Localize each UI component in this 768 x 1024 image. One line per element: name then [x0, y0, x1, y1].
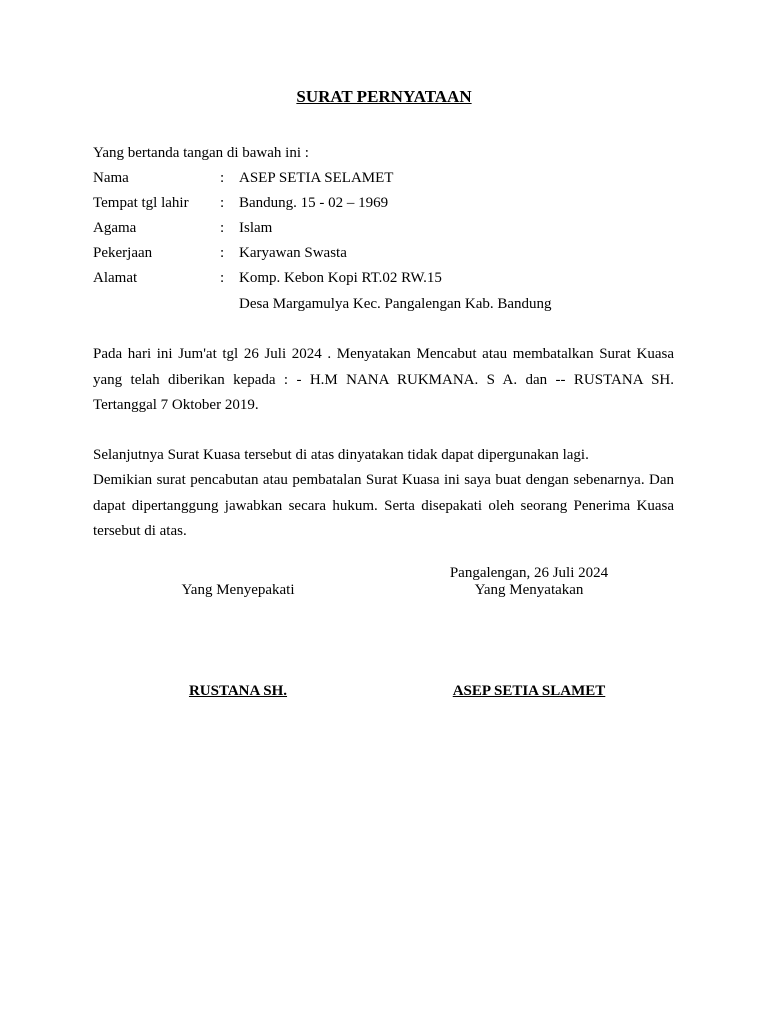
left-signer-role: Yang Menyepakati [181, 582, 295, 598]
body-paragraph-1: Pada hari ini Jum'at tgl 26 Juli 2024 . Menyatakan Mencabut atau membatalkan Surat Kuasa yang telah diberikan kepada : - H.M NANA RUKMANA. S A. dan -- RUSTANA SH. Tertanggal 7 Oktober 2019. [93, 346, 674, 413]
identity-row-pekerjaan [93, 245, 693, 267]
identity-row-alamat-line2 [93, 296, 693, 318]
identity-row-nama [93, 170, 693, 192]
left-signer-name: RUSTANA SH. [188, 683, 288, 699]
document-title: SURAT PERNYATAAN [296, 87, 472, 106]
identity-label: Nama [93, 170, 129, 186]
identity-colon: : [220, 220, 225, 236]
identity-value: Islam [239, 220, 273, 236]
body-paragraph-2-line-1: Selanjutnya Surat Kuasa tersebut di atas dinyatakan tidak dapat dipergunakan lagi. [93, 447, 589, 463]
intro-text: Yang bertanda tangan di bawah ini : [93, 145, 309, 161]
body-paragraph-2: Demikian surat pencabutan atau pembatalan Surat Kuasa ini saya buat dengan sebenarnya. Dan dapat dipertanggung jawabkan secara hukum. Serta disepakati oleh seorang Penerima Kuasa tersebut di atas. [93, 472, 674, 539]
identity-row-tempat-tgl-lahir [93, 195, 693, 217]
identity-label: Alamat [93, 270, 138, 286]
identity-colon: : [220, 195, 225, 211]
identity-label: Tempat tgl lahir [93, 195, 189, 211]
identity-label: Agama [93, 220, 137, 236]
identity-value: Komp. Kebon Kopi RT.02 RW.15 [239, 270, 442, 286]
identity-row-alamat [93, 270, 693, 292]
identity-colon: : [220, 170, 225, 186]
identity-label: Pekerjaan [93, 245, 153, 261]
place-date: Pangalengan, 26 Juli 2024 [449, 565, 609, 581]
identity-value: Karyawan Swasta [239, 245, 347, 261]
identity-address-line2: Desa Margamulya Kec. Pangalengan Kab. Bandung [239, 296, 552, 312]
identity-value: ASEP SETIA SELAMET [239, 170, 394, 186]
identity-row-agama [93, 220, 693, 242]
right-signer-role: Yang Menyatakan [474, 582, 584, 598]
identity-colon: : [220, 270, 225, 286]
identity-value: Bandung. 15 - 02 – 1969 [239, 195, 389, 211]
right-signer-name: ASEP SETIA SLAMET [452, 683, 606, 699]
identity-colon: : [220, 245, 225, 261]
